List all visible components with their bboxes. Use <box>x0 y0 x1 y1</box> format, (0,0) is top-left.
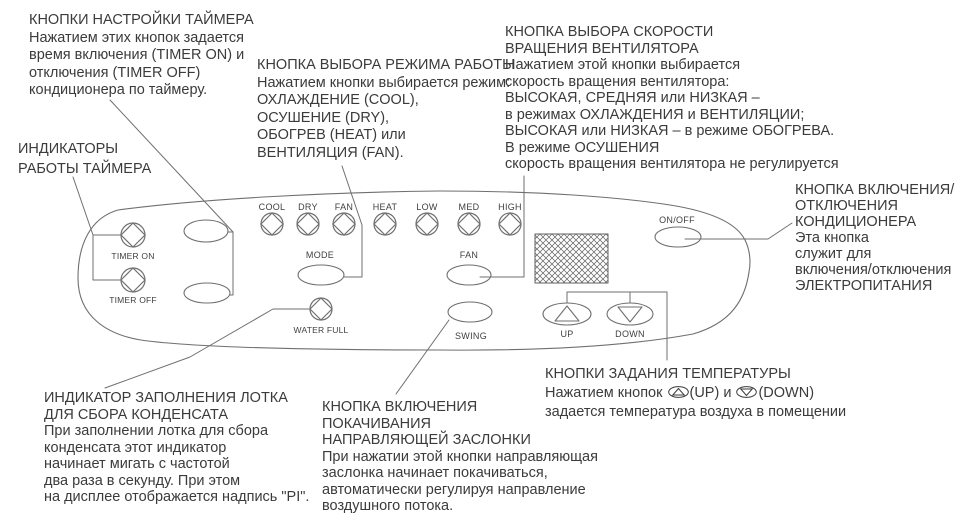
text-line: конденсата этот индикатор <box>44 439 227 456</box>
down-triangle-icon <box>618 307 642 322</box>
text-line: Эта кнопка <box>795 230 869 246</box>
swing-button <box>448 302 492 341</box>
text-line: РАБОТЫ ТАЙМЕРА <box>18 161 152 177</box>
text-line: на дисплее отображается надпись "PI". <box>44 489 310 505</box>
text-line: НАПРАВЛЯЮЩЕЙ ЗАСЛОНКИ <box>322 432 531 448</box>
text-line: В режиме ОСУШЕНИЯ <box>505 139 660 156</box>
mode-button-shape <box>298 265 344 285</box>
text-line: КНОПКИ НАСТРОЙКИ ТАЙМЕРА <box>29 12 254 28</box>
up-triangle-icon <box>555 306 579 321</box>
high-indicator-label: HIGH <box>498 202 522 212</box>
temp-down-button <box>607 303 653 339</box>
text-line: ОХЛАЖДЕНИЕ (COOL), <box>257 92 419 108</box>
text-line: служит для <box>795 246 872 262</box>
text-line: ИНДИКАТОР ЗАПОЛНЕНИЯ ЛОТКА <box>44 390 288 406</box>
text-line: Нажатием этой кнопки выбирается <box>505 57 741 73</box>
annotation-swing-button <box>322 399 598 515</box>
timer-off-button <box>184 283 230 303</box>
timer-on-label: TIMER ON <box>111 251 155 261</box>
text-line: в режимах ОХЛАЖДЕНИЯ и ВЕНТИЛЯЦИИ; <box>505 106 805 123</box>
water-full-indicator <box>294 298 349 335</box>
text-line: начинает мигать с частотой <box>44 456 230 472</box>
text-line: ЭЛЕКТРОПИТАНИЯ <box>795 278 933 294</box>
text-line: Нажатием этих кнопок задается <box>29 29 244 46</box>
mode-indicator-cool <box>259 202 286 235</box>
text-line: ДЛЯ СБОРА КОНДЕНСАТА <box>44 406 229 423</box>
up-button-label: UP <box>560 329 574 339</box>
fan-indicator-label: FAN <box>334 202 354 212</box>
text-line: ОБОГРЕВ (HEAT) или <box>257 127 406 143</box>
text-line: время включения (TIMER ON) и <box>29 47 245 63</box>
timer-off-lamp-icon <box>121 268 145 292</box>
heat-lamp-icon <box>374 213 396 235</box>
heat-indicator-label: HEAT <box>372 202 398 212</box>
text-line: КНОПКА ВЫБОРА СКОРОСТИ <box>505 24 714 40</box>
swing-button-shape <box>448 302 492 322</box>
temp-buttons-line3: задается температура воздуха в помещении <box>545 404 847 420</box>
text-line: ОСУШЕНИЕ (DRY), <box>257 109 390 126</box>
text-line: ВЕНТИЛЯЦИЯ (FAN). <box>257 144 404 161</box>
text-line: ВРАЩЕНИЯ ВЕНТИЛЯТОРА <box>505 40 699 57</box>
text-line: заслонка начинает покачиваться, <box>322 465 548 481</box>
cool-indicator-label: COOL <box>258 202 286 212</box>
annotation-mode-button <box>257 57 515 162</box>
callout-line-timer-indicators <box>73 177 93 235</box>
med-lamp-icon <box>458 213 480 235</box>
speed-indicator-high <box>498 202 522 235</box>
annotation-water-full-indicator <box>44 390 309 506</box>
onoff-button-shape <box>655 227 701 247</box>
down-button-icon <box>736 386 757 398</box>
panel-outline <box>78 191 750 350</box>
onoff-button-label: ON/OFF <box>659 215 695 225</box>
temp-buttons-line2-prefix: Нажатием кнопок <box>545 385 667 401</box>
text-line: КОНДИЦИОНЕРА <box>795 214 917 230</box>
text-line: кондиционера по таймеру. <box>29 82 208 98</box>
swing-button-label: SWING <box>455 331 487 341</box>
speed-indicator-med <box>458 202 480 235</box>
text-line: скорость вращения вентилятора не регулируется <box>505 156 839 172</box>
text-line: ВЫСОКАЯ, СРЕДНЯЯ или НИЗКАЯ – <box>505 90 760 106</box>
text-line: КНОПКА ВКЛЮЧЕНИЯ <box>322 399 478 415</box>
speed-indicator-low <box>416 202 438 235</box>
text-line: отключения (TIMER OFF) <box>29 64 201 81</box>
mode-indicator-fan <box>333 202 355 235</box>
temp-buttons-title: КНОПКИ ЗАДАНИЯ ТЕМПЕРАТУРЫ <box>545 366 791 382</box>
fan-button-label: FAN <box>459 250 479 260</box>
fan-button-shape <box>447 265 491 285</box>
text-line: скорость вращения вентилятора: <box>505 73 730 90</box>
text-line: воздушного потока. <box>322 498 454 514</box>
mode-indicator-heat <box>373 202 398 235</box>
fan-speed-button <box>447 250 491 285</box>
annotation-fan-speed-button <box>505 24 839 173</box>
text-line: При нажатии этой кнопки направляющая <box>322 448 598 465</box>
text-line: Нажатием кнопки выбирается режим: <box>257 74 511 91</box>
timer-off-indicator <box>109 268 157 305</box>
med-indicator-label: MED <box>458 202 480 212</box>
mode-button-label: MODE <box>305 250 335 260</box>
fan-lamp-icon <box>333 213 355 235</box>
text-line: ИНДИКАТОРЫ <box>18 141 119 157</box>
text-line: КНОПКА ВКЛЮЧЕНИЯ/ <box>795 182 955 198</box>
text-line: включения/отключения <box>795 262 952 278</box>
onoff-button <box>655 215 701 247</box>
down-button-label: DOWN <box>615 329 645 339</box>
callout-line-swing-button <box>396 320 449 394</box>
cool-lamp-icon <box>261 213 283 235</box>
callout-bracket-temp-buttons <box>567 292 667 360</box>
low-indicator-label: LOW <box>416 202 438 212</box>
text-line: ПОКАЧИВАНИЯ <box>322 415 431 432</box>
text-line: КНОПКА ВЫБОРА РЕЖИМА РАБОТЫ <box>257 57 515 73</box>
water-full-lamp-icon <box>310 298 332 320</box>
dry-lamp-icon <box>297 213 319 235</box>
temp-up-button <box>543 303 591 339</box>
annotation-timer-indicators <box>18 139 151 179</box>
up-button-icon <box>668 386 689 398</box>
low-lamp-icon <box>416 213 438 235</box>
annotation-onoff-button <box>795 182 954 294</box>
high-lamp-icon <box>499 213 521 235</box>
timer-off-label: TIMER OFF <box>109 295 157 305</box>
mode-indicator-dry <box>297 202 319 235</box>
text-line: ВЫСОКАЯ или НИЗКАЯ – в режиме ОБОГРЕВА. <box>505 123 835 139</box>
text-line: автоматически регулируя направление <box>322 481 586 498</box>
temp-buttons-line2-suffix: (DOWN) <box>758 385 815 401</box>
temp-buttons-line2-mid: (UP) и <box>689 385 736 401</box>
text-line: два раза в секунду. При этом <box>44 472 241 489</box>
timer-on-lamp-icon <box>121 223 145 247</box>
water-full-label: WATER FULL <box>293 325 349 335</box>
text-line: При заполнении лотка для сбора <box>44 423 269 439</box>
annotation-timer-buttons <box>29 12 254 100</box>
display-window <box>535 234 608 283</box>
callout-line-timer-buttons <box>110 100 233 295</box>
timer-on-indicator <box>111 223 154 261</box>
text-line: ОТКЛЮЧЕНИЯ <box>795 198 898 214</box>
dry-indicator-label: DRY <box>298 202 318 212</box>
mode-button <box>298 250 344 285</box>
timer-on-button <box>184 220 228 242</box>
